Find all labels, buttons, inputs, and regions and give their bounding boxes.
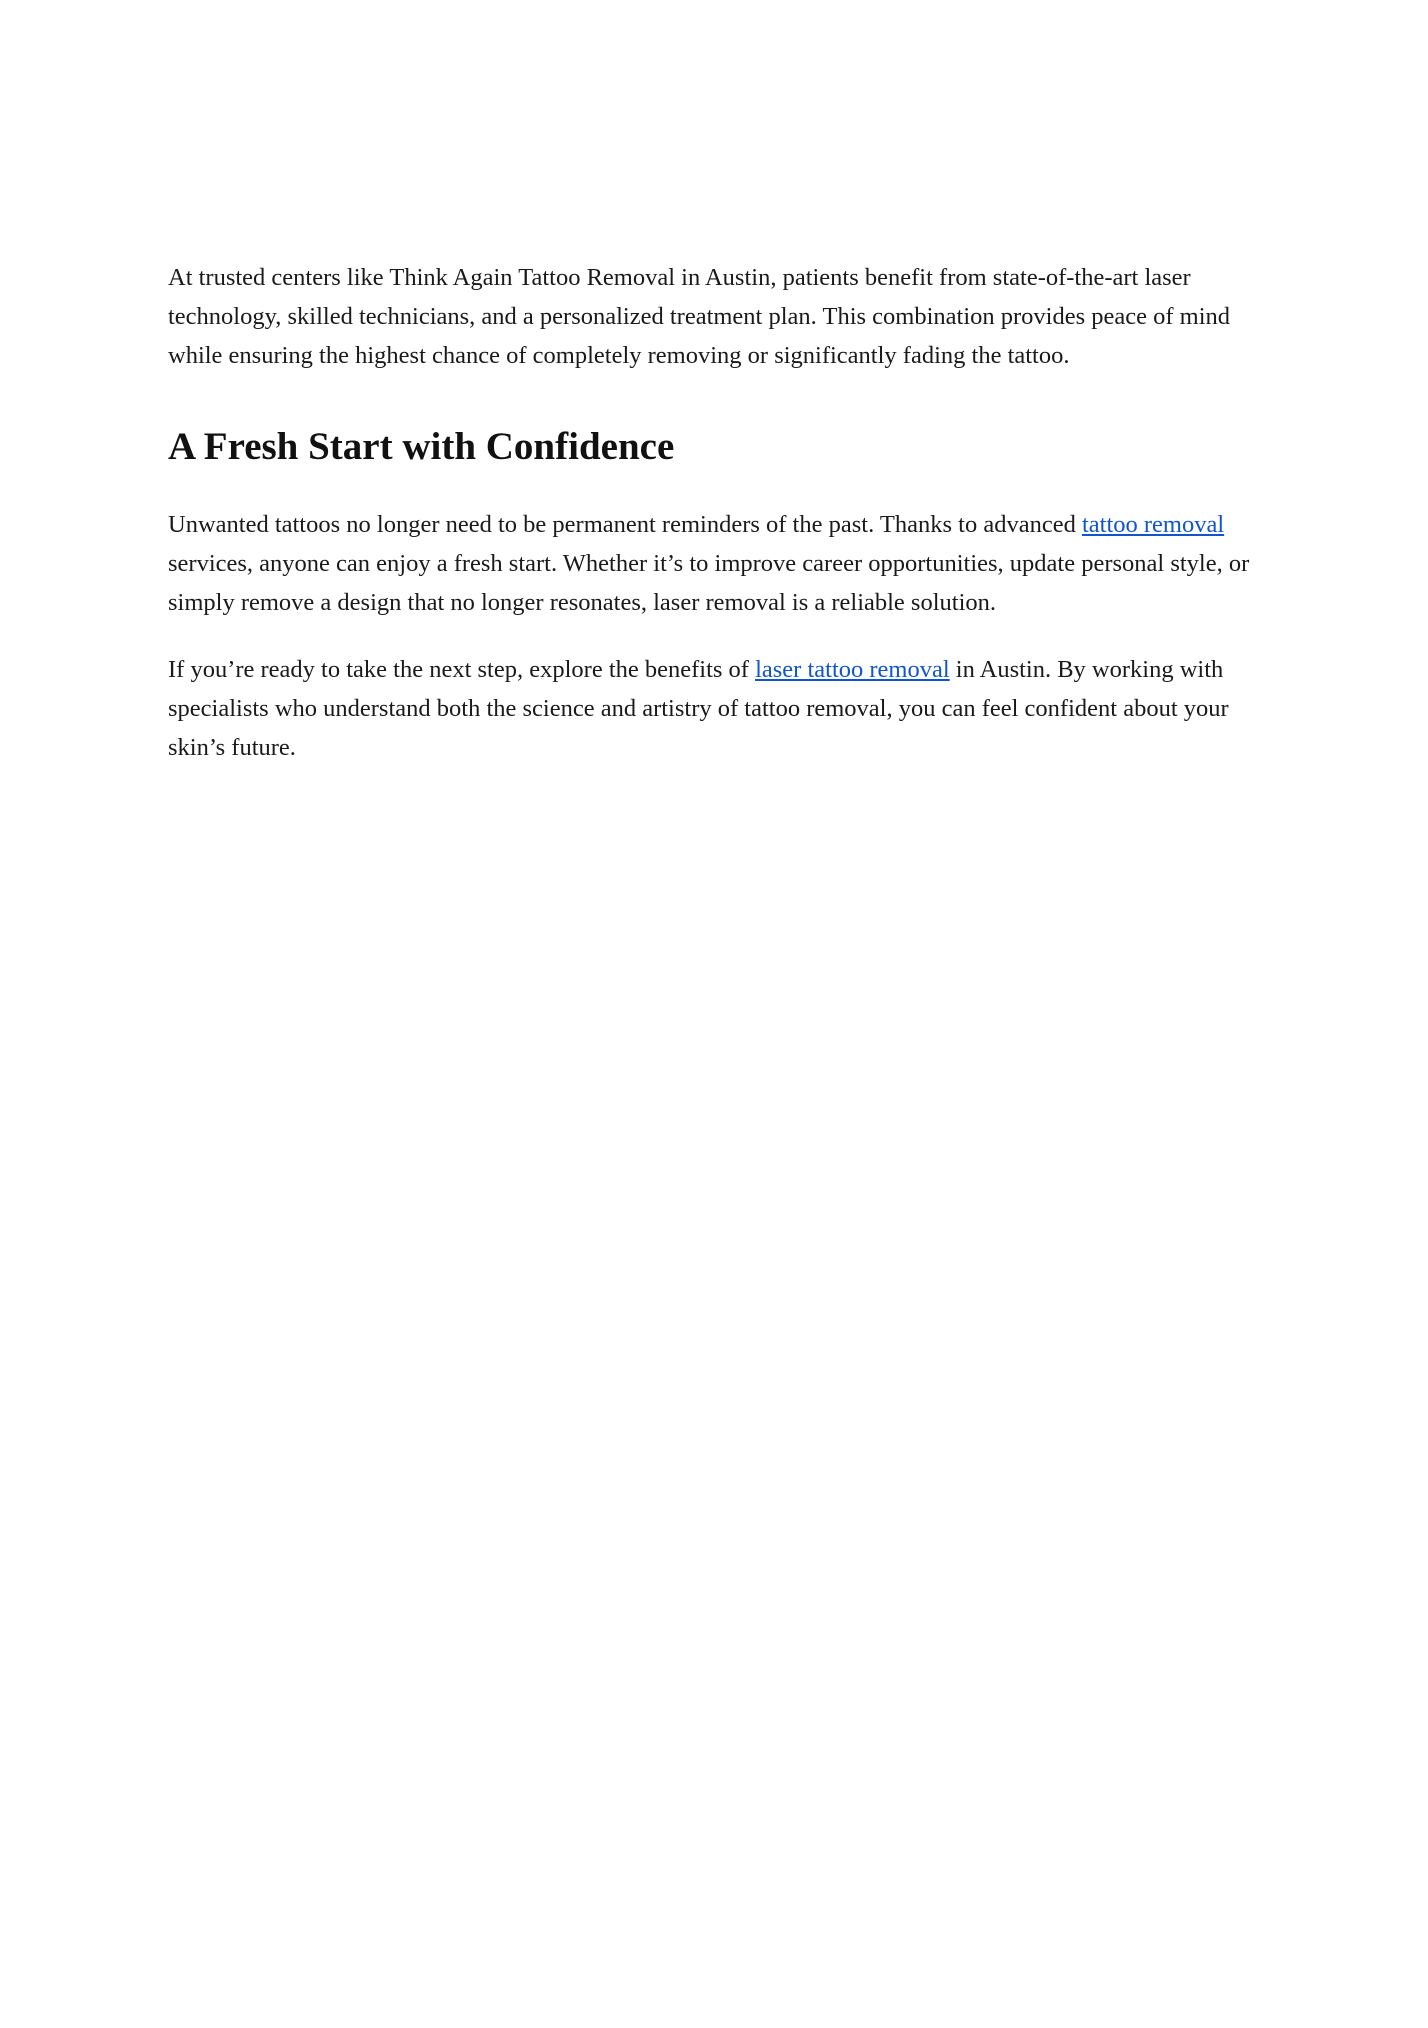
paragraph-text: Unwanted tattoos no longer need to be permanent reminders of the past. Thanks to advanced <box>168 511 1082 538</box>
paragraph-text: in Austin. By working with specialists who understand both the science and artistry of tattoo removal, you can feel confident about your skin’s future. <box>168 656 1229 761</box>
laser-tattoo-removal-link[interactable]: laser tattoo removal <box>755 656 950 683</box>
paragraph-text: services, anyone can enjoy a fresh start. Whether it’s to improve career opportunities, update personal style, or simply remove a design that no longer resonates, laser removal is a reliable solution. <box>168 550 1250 616</box>
tattoo-removal-link[interactable]: tattoo removal <box>1081 511 1225 538</box>
paragraph-text: If you’re ready to take the next step, explore the benefits of <box>168 656 756 683</box>
fresh-start-paragraph <box>168 505 1260 622</box>
next-step-paragraph <box>168 650 1260 767</box>
section-heading: A Fresh Start with Confidence <box>168 425 675 468</box>
intro-paragraph: At trusted centers like Think Again Tattoo Removal in Austin, patients benefit from state-of-the-art laser technology, skilled technicians, and a personalized treatment plan. This combination provides peace of mind while ensuring the highest chance of completely removing or significantly fading the tattoo. <box>168 264 1231 369</box>
document-page <box>168 258 1260 795</box>
